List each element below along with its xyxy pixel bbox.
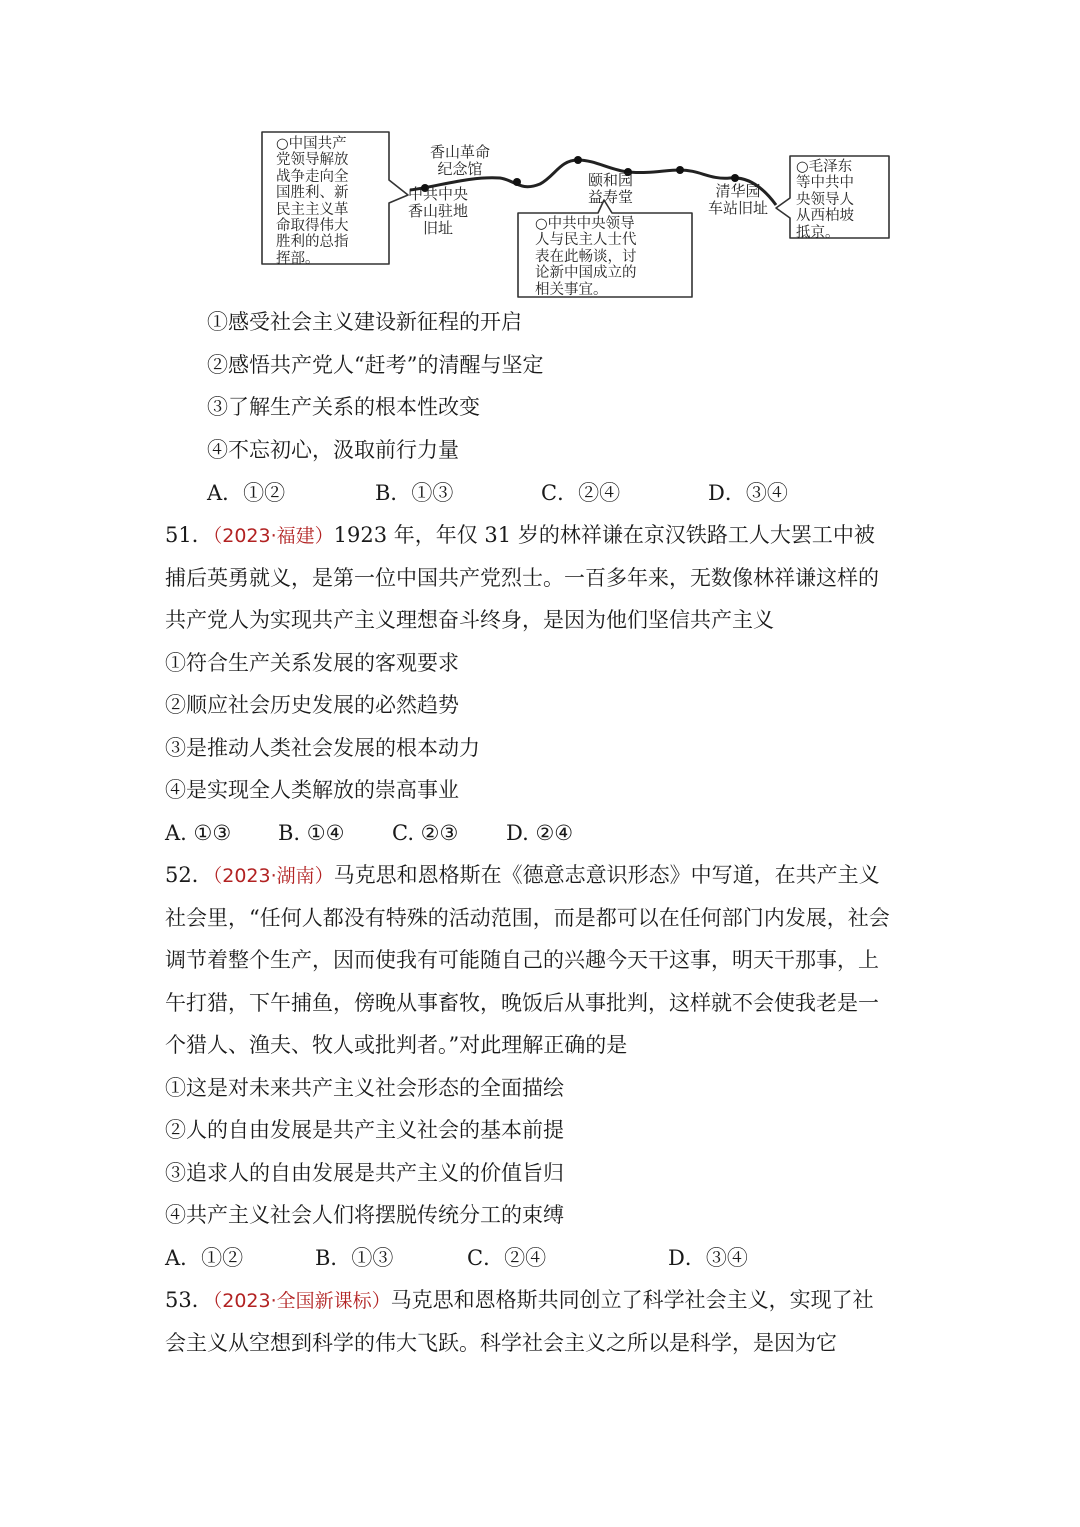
q50-option-d: D．③④ [708,481,788,505]
left-callout-text: ○中国共产 党领导解放 战争走向全 国胜利、新 民主主义革 命取得伟大 胜利的总指 挥部。 [276,136,349,267]
q50-statement: ②感悟共产党人“赶考”的清醒与坚定 [207,353,544,377]
q52-number: 52． [165,863,213,887]
q52-text-line: 午打猎，下午捕鱼，傍晚从事畜牧，晚饭后从事批判，这样就不会使我老是一 [165,991,879,1015]
q51-option-c: C. ②③ [392,821,459,845]
q52-statement: ④共产主义社会人们将摆脱传统分工的束缚 [165,1203,564,1227]
q53-line [165,1287,874,1313]
q50-statement: ③了解生产关系的根本性改变 [207,395,480,419]
q52-text-line: 调节着整个生产，因而使我有可能随自己的兴趣今天干这事，明天干那事，上 [165,948,879,972]
q51-option-a: A. ①③ [165,821,232,845]
q51-statement: ③是推动人类社会发展的根本动力 [165,736,480,760]
q50-option-c: C．②④ [541,481,621,505]
q50-option-b: B．①③ [375,481,454,505]
q51-text-line: 共产党人为实现共产主义理想奋斗终身，是因为他们坚信共产主义 [165,608,774,632]
q52-text: 马克思和恩格斯在《德意志意识形态》中写道，在共产主义 [333,863,880,887]
q51-number: 51． [165,523,213,547]
q52-line [165,862,880,888]
q50-statement: ①感受社会主义建设新征程的开启 [207,310,522,334]
q52-statement: ③追求人的自由发展是共产主义的价值旨归 [165,1161,564,1185]
stop-dot [731,174,739,182]
place-yiheyuan: 颐和园 益寿堂 [588,171,634,206]
place-qinghuayuan: 清华园 车站旧址 [708,182,769,217]
place-xiangshan-memorial: 香山革命 纪念馆 [430,143,491,178]
q52-option-b: B．①③ [315,1246,394,1270]
q53-source: （2023·全国新课标） [212,1290,391,1312]
q53-number: 53． [165,1288,213,1312]
place-xiangshan-site: 中共中央 香山驻地 旧址 [408,185,469,237]
right-callout-text: ○毛泽东 等中共中 央领导人 从西柏坡 抵京。 [796,159,854,241]
q51-line [165,522,875,548]
route-diagram [0,0,1080,305]
q51-statement: ①符合生产关系发展的客观要求 [165,651,459,675]
q52-statement: ②人的自由发展是共产主义社会的基本前提 [165,1118,564,1142]
stop-dot [676,166,684,174]
q52-text-line: 个猎人、渔夫、牧人或批判者。”对此理解正确的是 [165,1033,628,1057]
q53-text-line: 会主义从空想到科学的伟大飞跃。科学社会主义之所以是科学，是因为它 [165,1331,837,1355]
q52-statement: ①这是对未来共产主义社会形态的全面描绘 [165,1076,564,1100]
q51-text: 1923 年，年仅 31 岁的林祥谦在京汉铁路工人大罢工中被 [333,523,875,547]
q53-text: 马克思和恩格斯共同创立了科学社会主义，实现了社 [390,1288,874,1312]
q52-source: （2023·湖南） [212,865,334,887]
q51-option-d: D. ②④ [506,821,574,845]
q51-statement: ②顺应社会历史发展的必然趋势 [165,693,459,717]
q52-option-c: C．②④ [467,1246,547,1270]
q52-option-a: A．①② [165,1246,244,1270]
q51-text-line: 捕后英勇就义，是第一位中国共产党烈士。一百多年来，无数像林祥谦这样的 [165,566,879,590]
q52-text-line: 社会里，“任何人都没有特殊的活动范围，而是都可以在任何部门内发展，社会 [165,906,890,930]
q50-statement: ④不忘初心，汲取前行力量 [207,438,459,462]
q52-option-d: D．③④ [668,1246,748,1270]
middle-callout-text: ○中共中央领导 人与民主人士代 表在此畅谈，讨 论新中国成立的 相关事宜。 [535,216,637,298]
stop-dot [513,178,521,186]
q51-statement: ④是实现全人类解放的崇高事业 [165,778,459,802]
q51-option-b: B. ①④ [278,821,345,845]
q50-option-a: A．①② [207,481,286,505]
stop-dot [574,156,582,164]
q51-source: （2023·福建） [212,525,334,547]
